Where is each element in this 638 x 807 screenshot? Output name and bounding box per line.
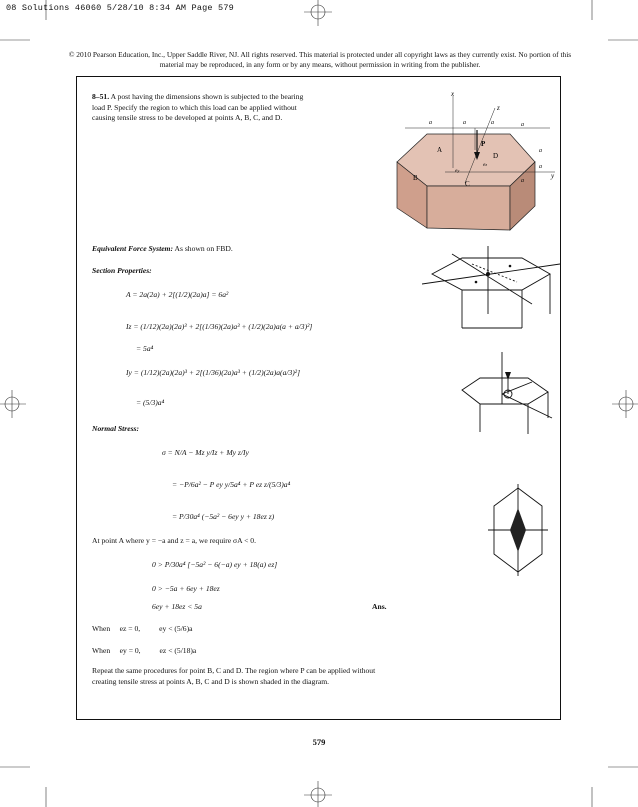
problem-statement bbox=[92, 92, 316, 124]
efs-label: Equivalent Force System: bbox=[92, 244, 173, 253]
fig-D: D bbox=[493, 152, 499, 160]
normal-stress-heading: Normal Stress: bbox=[92, 424, 140, 433]
fig-C: C bbox=[465, 180, 470, 188]
svg-text:ez: ez bbox=[483, 162, 488, 168]
problem-number: 8–51. bbox=[92, 92, 110, 101]
svg-text:a: a bbox=[521, 122, 524, 128]
svg-text:a: a bbox=[429, 120, 432, 126]
post-figure bbox=[385, 88, 565, 238]
sketch-fbd-section bbox=[422, 244, 562, 344]
fig-B: B bbox=[413, 174, 418, 182]
area-equation: A = 2a(2a) + 2[(1/2)(2a)a] = 6a² bbox=[126, 290, 229, 299]
fig-A: A bbox=[437, 146, 443, 154]
page-number: 579 bbox=[312, 737, 326, 747]
sketch-kern-region bbox=[488, 484, 548, 579]
inequality-2: 0 > −5a + 6ey + 18ez bbox=[152, 584, 220, 593]
svg-text:a: a bbox=[521, 178, 524, 184]
iy-equation: Iy = (1/12)(2a)(2a)³ + 2[(1/36)(2a)a³ + (1/2)(2a)a(a/3)²] bbox=[126, 368, 301, 377]
fig-z: z bbox=[497, 104, 500, 112]
efs-line bbox=[92, 244, 233, 253]
svg-text:a: a bbox=[463, 120, 466, 126]
iy-result: = (5/3)a⁴ bbox=[136, 398, 165, 407]
svg-text:a: a bbox=[491, 120, 494, 126]
iz-result: = 5a⁴ bbox=[136, 344, 154, 353]
inequality-1: 0 > P/30a⁴ [−5a² − 6(−a) ey + 18(a) ez] bbox=[152, 560, 278, 569]
point-a-condition: At point A where y = −a and z = a, we require σA < 0. bbox=[92, 536, 256, 545]
fig-x: x bbox=[451, 90, 455, 98]
fig-P: P bbox=[481, 140, 486, 148]
when-ez-zero: When ez = 0, ey < (5/6)a bbox=[92, 624, 193, 633]
when-ey-zero: When ey = 0, ez < (5/18)a bbox=[92, 646, 197, 655]
sigma-general: σ = N/A − Mz y/Iz + My z/Iy bbox=[162, 448, 249, 457]
svg-text:ey: ey bbox=[455, 168, 460, 174]
sigma-substituted: = −P/6a² − P ey y/5a⁴ + P ez z/(5/3)a⁴ bbox=[172, 480, 291, 489]
section-properties-heading: Section Properties: bbox=[92, 266, 152, 275]
sketch-fbd-forces bbox=[452, 348, 562, 438]
inequality-3: 6ey + 18ez < 5a bbox=[152, 602, 202, 611]
problem-text: A post having the dimensions shown is subjected to the bearing load P. Specify the region to which this load can be applied without causing tensile stress to be developed at points A, B, C, and D. bbox=[92, 92, 304, 122]
copyright-notice: © 2010 Pearson Education, Inc., Upper Saddle River, NJ. All rights reserved. This material is protected under all copyright laws as they currently exist. No portion of this material may be reproduced, in any form or by any means, without permission in writing from the publisher. bbox=[68, 50, 572, 69]
svg-text:a: a bbox=[539, 164, 542, 170]
efs-text: As shown on FBD. bbox=[174, 244, 233, 253]
repeat-paragraph: Repeat the same procedures for point B, C and D. The region where P can be applied without creating tensile stress at points A, B, C and D is shown shaded in the diagram. bbox=[92, 666, 376, 686]
fig-y: y bbox=[551, 172, 555, 180]
sigma-simplified: = P/30a⁴ (−5a² − 6ey y + 18ez z) bbox=[172, 512, 275, 521]
slug-line: 08 Solutions 46060 5/28/10 8:34 AM Page 579 bbox=[6, 3, 234, 13]
iz-equation: Iz = (1/12)(2a)(2a)³ + 2[(1/36)(2a)a³ + (1/2)(2a)a(a + a/3)²] bbox=[126, 322, 313, 331]
answer-tag: Ans. bbox=[372, 602, 387, 611]
svg-text:a: a bbox=[539, 148, 542, 154]
